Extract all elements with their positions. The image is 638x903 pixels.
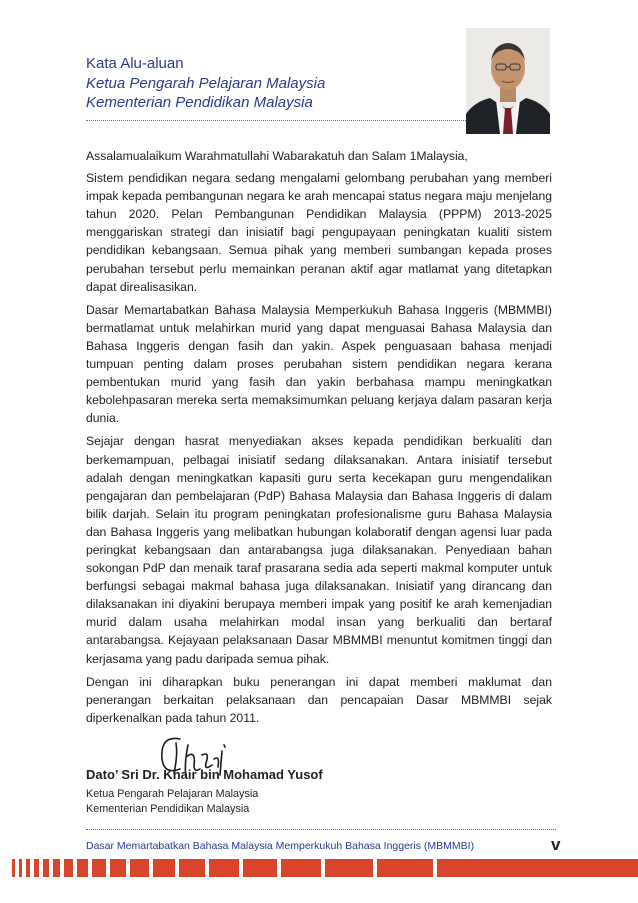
paragraph-4: Dengan ini diharapkan buku penerangan ini dapat memberi maklumat dan penerangan berkaitan pelaksanaan dan pencapaian Dasar MBMMBI sejak diperkenalkan pada tahun 2011. — [86, 674, 552, 725]
portrait-photo — [466, 28, 550, 134]
page-number: v — [551, 835, 561, 854]
paragraph-1: Sistem pendidikan negara sedang mengalami gelombang perubahan yang memberi impak kepada pembangunan negara ke arah mencapai status negara maju menjelang tahun 2020. Pelan Pembangunan Pendidikan Malaysia (PPPM) 2013-2025 menggariskan strategi dan inisiatif bagi pengupayaan peningkatan kualiti sistem pendidikan kebangsaan. Semua pihak yang memberi sumbangan kepada proses perubahan tersebut perlu memainkan peranan aktif agar matlamat yang ditetapkan dapat direalisasikan. — [86, 171, 552, 294]
signatory-ministry: Kementerian Pendidikan Malaysia — [86, 803, 250, 815]
heading-line-1: Kata Alu-aluan — [86, 55, 184, 72]
paragraph-3: Sejajar dengan hasrat menyediakan akses kepada pendidikan berkualiti dan berkemampuan, pelbagai inisiatif sedang dilaksanakan. Antara inisiatif tersebut adalah dengan meningkatkan kapasiti guru serta kecekapan guru mengendalikan pengajaran dan pembelajaran (PdP) Bahasa Malaysia dan Bahasa Inggeris di dalam bilik darjah. Selain itu program peningkatan profesionalisme guru Bahasa Malaysia dan Bahasa Inggeris yang melibatkan hubungan kolaboratif dengan agensi luar pada peringkat kebangsaan dan antarabangsa juga dilaksanakan. Penyediaan bahan sokongan PdP dan menaik taraf prasarana sedia ada seperti makmal komputer untuk berfungsi sebagai makmal bahasa juga dilaksanakan. Inisiatif yang dirancang dan dilaksanakan ini diyakini berupaya memberi impak yang positif ke arah kemenjadian murid dalam usaha melahirkan modal insan yang berkualiti dan bertaraf antarabangsa. Kejayaan pelaksanaan Dasar MBMMBI menuntut komitmen tinggi dan kerjasama yang padu daripada semua pihak. — [86, 434, 552, 666]
header-divider — [86, 120, 466, 121]
decorative-bars — [0, 857, 638, 879]
heading-line-2: Ketua Pengarah Pelajaran Malaysia — [86, 74, 326, 92]
letter-body — [86, 147, 552, 732]
heading-line-3: Kementerian Pendidikan Malaysia — [86, 94, 313, 111]
signatory-title: Ketua Pengarah Pelajaran Malaysia — [86, 788, 259, 800]
signatory-name: Dato’ Sri Dr. Khair bin Mohamad Yusof — [86, 767, 323, 782]
paragraph-2: Dasar Memartabatkan Bahasa Malaysia Memperkukuh Bahasa Inggeris (MBMMBI) bermatlamat untuk melahirkan murid yang dapat menguasai Bahasa Malaysia dan Bahasa Inggeris dengan fasih dan yakin. Aspek penguasaan bahasa menjadi tumpuan penting dalam proses perubahan sistem pendidikan negara kerana pembentukan murid yang fasih dan yakin berbahasa mampu meningkatkan kebolehpasaran mereka serta memaksimumkan peluang kerjaya dalam pasaran kerja dunia. — [86, 302, 552, 426]
footer-text: Dasar Memartabatkan Bahasa Malaysia Memperkukuh Bahasa Inggeris (MBMMBI) — [86, 840, 475, 852]
page-header — [86, 54, 466, 113]
greeting-paragraph: Assalamualaikum Warahmatullahi Wabarakatuh dan Salam 1Malaysia, — [86, 149, 468, 163]
footer-divider — [86, 829, 556, 830]
